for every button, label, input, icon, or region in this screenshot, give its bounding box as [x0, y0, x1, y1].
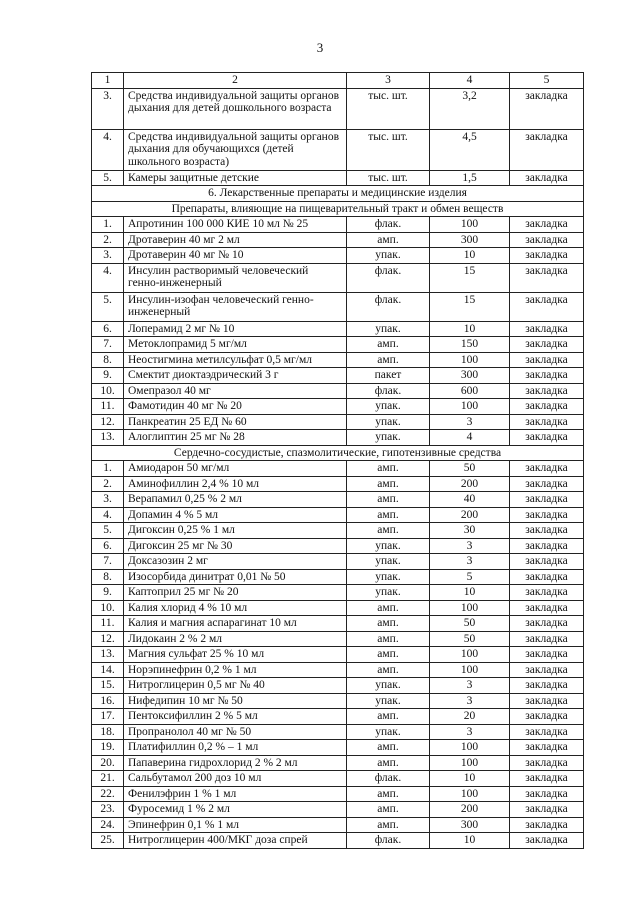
- supplies-table: [91, 72, 584, 849]
- item-name: Инсулин растворимый человеческий генно-инженерный: [124, 263, 347, 292]
- table-row: [92, 88, 584, 129]
- table-row: [92, 399, 584, 415]
- item-remark: закладка: [510, 662, 584, 678]
- item-remark: закладка: [510, 321, 584, 337]
- column-number-4: 4: [430, 73, 510, 89]
- item-quantity: 100: [430, 217, 510, 233]
- row-number: 4.: [92, 263, 124, 292]
- item-name: Аминофиллин 2,4 % 10 мл: [124, 476, 347, 492]
- item-quantity: 100: [430, 399, 510, 415]
- item-remark: закладка: [510, 492, 584, 508]
- item-quantity: 50: [430, 616, 510, 632]
- item-remark: закладка: [510, 771, 584, 787]
- item-quantity: 100: [430, 662, 510, 678]
- item-unit: амп.: [347, 492, 430, 508]
- row-number: 5.: [92, 170, 124, 186]
- item-remark: закладка: [510, 554, 584, 570]
- item-quantity: 10: [430, 248, 510, 264]
- item-name: Камеры защитные детские: [124, 170, 347, 186]
- item-unit: упак.: [347, 538, 430, 554]
- item-unit: амп.: [347, 232, 430, 248]
- table-row: [92, 693, 584, 709]
- item-remark: закладка: [510, 740, 584, 756]
- item-unit: пакет: [347, 368, 430, 384]
- table-row: [92, 170, 584, 186]
- table-row: [92, 631, 584, 647]
- section-title-row: [92, 186, 584, 202]
- item-name: Сальбутамол 200 доз 10 мл: [124, 771, 347, 787]
- table-row: [92, 507, 584, 523]
- item-name: Неостигмина метилсульфат 0,5 мг/мл: [124, 352, 347, 368]
- item-unit: амп.: [347, 616, 430, 632]
- item-name: Лоперамид 2 мг № 10: [124, 321, 347, 337]
- item-name: Магния сульфат 25 % 10 мл: [124, 647, 347, 663]
- table-row: [92, 337, 584, 353]
- row-number: 15.: [92, 678, 124, 694]
- row-number: 3.: [92, 88, 124, 129]
- item-remark: закладка: [510, 170, 584, 186]
- table-row: [92, 817, 584, 833]
- item-quantity: 3: [430, 538, 510, 554]
- item-quantity: 300: [430, 232, 510, 248]
- item-quantity: 10: [430, 585, 510, 601]
- table-row: [92, 263, 584, 292]
- row-number: 5.: [92, 292, 124, 321]
- item-name: Алоглиптин 25 мг № 28: [124, 430, 347, 446]
- row-number: 8.: [92, 352, 124, 368]
- item-unit: амп.: [347, 461, 430, 477]
- item-quantity: 50: [430, 631, 510, 647]
- item-quantity: 300: [430, 368, 510, 384]
- table-row: [92, 585, 584, 601]
- item-unit: амп.: [347, 337, 430, 353]
- item-unit: упак.: [347, 585, 430, 601]
- item-remark: закладка: [510, 755, 584, 771]
- item-name: Платифиллин 0,2 % – 1 мл: [124, 740, 347, 756]
- row-number: 23.: [92, 802, 124, 818]
- item-quantity: 100: [430, 600, 510, 616]
- item-unit: упак.: [347, 678, 430, 694]
- item-quantity: 40: [430, 492, 510, 508]
- row-number: 18.: [92, 724, 124, 740]
- table-row: [92, 476, 584, 492]
- page-number: 3: [316, 40, 324, 55]
- column-number-1: 1: [92, 73, 124, 89]
- item-remark: закладка: [510, 802, 584, 818]
- table-row: [92, 724, 584, 740]
- item-quantity: 10: [430, 771, 510, 787]
- item-quantity: 30: [430, 523, 510, 539]
- item-name: Смектит диоктаэдрический 3 г: [124, 368, 347, 384]
- item-unit: флак.: [347, 833, 430, 849]
- table-row: [92, 755, 584, 771]
- item-unit: упак.: [347, 554, 430, 570]
- table-row: [92, 352, 584, 368]
- row-number: 4.: [92, 129, 124, 170]
- table-row: [92, 833, 584, 849]
- item-name: Пентоксифиллин 2 % 5 мл: [124, 709, 347, 725]
- item-remark: закладка: [510, 263, 584, 292]
- item-remark: закладка: [510, 292, 584, 321]
- table-row: [92, 414, 584, 430]
- row-number: 17.: [92, 709, 124, 725]
- item-name: Дигоксин 0,25 % 1 мл: [124, 523, 347, 539]
- table-row: [92, 492, 584, 508]
- subsection-title-cardio: Сердечно-сосудистые, спазмолитические, гипотензивные средства: [92, 445, 584, 461]
- table-row: [92, 802, 584, 818]
- table-row: [92, 662, 584, 678]
- item-unit: упак.: [347, 724, 430, 740]
- item-quantity: 20: [430, 709, 510, 725]
- table-row: [92, 740, 584, 756]
- item-name: Фуросемид 1 % 2 мл: [124, 802, 347, 818]
- item-remark: закладка: [510, 631, 584, 647]
- item-unit: флак.: [347, 292, 430, 321]
- item-unit: амп.: [347, 817, 430, 833]
- item-remark: закладка: [510, 399, 584, 415]
- table-row: [92, 232, 584, 248]
- table-row: [92, 538, 584, 554]
- row-number: 16.: [92, 693, 124, 709]
- item-unit: упак.: [347, 399, 430, 415]
- row-number: 6.: [92, 538, 124, 554]
- table-row: [92, 461, 584, 477]
- item-quantity: 100: [430, 647, 510, 663]
- row-number: 12.: [92, 414, 124, 430]
- item-name: Фамотидин 40 мг № 20: [124, 399, 347, 415]
- item-remark: закладка: [510, 647, 584, 663]
- item-unit: упак.: [347, 414, 430, 430]
- item-name: Верапамил 0,25 % 2 мл: [124, 492, 347, 508]
- item-remark: закладка: [510, 461, 584, 477]
- item-remark: закладка: [510, 600, 584, 616]
- item-name: Калия хлорид 4 % 10 мл: [124, 600, 347, 616]
- item-quantity: 3: [430, 724, 510, 740]
- item-name: Дротаверин 40 мг 2 мл: [124, 232, 347, 248]
- item-quantity: 15: [430, 292, 510, 321]
- item-remark: закладка: [510, 709, 584, 725]
- item-name: Калия и магния аспарагинат 10 мл: [124, 616, 347, 632]
- row-number: 20.: [92, 755, 124, 771]
- table-row: [92, 292, 584, 321]
- table-row: [92, 248, 584, 264]
- row-number: 4.: [92, 507, 124, 523]
- item-quantity: 15: [430, 263, 510, 292]
- table-row: [92, 129, 584, 170]
- item-quantity: 100: [430, 755, 510, 771]
- table-row: [92, 217, 584, 233]
- row-number: 13.: [92, 430, 124, 446]
- item-name: Апротинин 100 000 КИЕ 10 мл № 25: [124, 217, 347, 233]
- row-number: 3.: [92, 248, 124, 264]
- item-name: Фенилэфрин 1 % 1 мл: [124, 786, 347, 802]
- column-number-5: 5: [510, 73, 584, 89]
- item-remark: закладка: [510, 88, 584, 129]
- item-name: Нифедипин 10 мг № 50: [124, 693, 347, 709]
- table-row: [92, 569, 584, 585]
- item-name: Омепразол 40 мг: [124, 383, 347, 399]
- item-name: Дигоксин 25 мг № 30: [124, 538, 347, 554]
- item-unit: амп.: [347, 631, 430, 647]
- item-remark: закладка: [510, 476, 584, 492]
- row-number: 19.: [92, 740, 124, 756]
- item-quantity: 5: [430, 569, 510, 585]
- item-quantity: 1,5: [430, 170, 510, 186]
- item-quantity: 300: [430, 817, 510, 833]
- item-quantity: 10: [430, 321, 510, 337]
- subsection-title-cardio-row: [92, 445, 584, 461]
- item-remark: закладка: [510, 368, 584, 384]
- item-name: Инсулин-изофан человеческий генно-инженерный: [124, 292, 347, 321]
- item-name: Панкреатин 25 ЕД № 60: [124, 414, 347, 430]
- table-row: [92, 383, 584, 399]
- item-unit: амп.: [347, 647, 430, 663]
- item-unit: тыс. шт.: [347, 170, 430, 186]
- item-unit: упак.: [347, 693, 430, 709]
- item-name: Допамин 4 % 5 мл: [124, 507, 347, 523]
- item-name: Нитроглицерин 0,5 мг № 40: [124, 678, 347, 694]
- row-number: 12.: [92, 631, 124, 647]
- table-row: [92, 321, 584, 337]
- column-number-2: 2: [124, 73, 347, 89]
- subsection-title-digestive: Препараты, влияющие на пищеварительный тракт и обмен веществ: [92, 201, 584, 217]
- item-unit: амп.: [347, 786, 430, 802]
- item-unit: упак.: [347, 248, 430, 264]
- item-name: Норэпинефрин 0,2 % 1 мл: [124, 662, 347, 678]
- row-number: 1.: [92, 217, 124, 233]
- item-name: Доксазозин 2 мг: [124, 554, 347, 570]
- table-row: [92, 430, 584, 446]
- table-body: [92, 73, 584, 849]
- item-remark: закладка: [510, 507, 584, 523]
- item-remark: закладка: [510, 383, 584, 399]
- item-quantity: 3: [430, 554, 510, 570]
- item-quantity: 200: [430, 802, 510, 818]
- item-unit: упак.: [347, 569, 430, 585]
- item-name: Метоклопрамид 5 мг/мл: [124, 337, 347, 353]
- item-remark: закладка: [510, 585, 584, 601]
- item-quantity: 100: [430, 352, 510, 368]
- item-unit: флак.: [347, 771, 430, 787]
- item-name: Папаверина гидрохлорид 2 % 2 мл: [124, 755, 347, 771]
- item-remark: закладка: [510, 833, 584, 849]
- row-number: 6.: [92, 321, 124, 337]
- table-row: [92, 600, 584, 616]
- item-quantity: 600: [430, 383, 510, 399]
- item-name: Каптоприл 25 мг № 20: [124, 585, 347, 601]
- item-unit: амп.: [347, 709, 430, 725]
- item-unit: упак.: [347, 321, 430, 337]
- row-number: 22.: [92, 786, 124, 802]
- table-row: [92, 678, 584, 694]
- row-number: 25.: [92, 833, 124, 849]
- item-remark: закладка: [510, 786, 584, 802]
- item-remark: закладка: [510, 232, 584, 248]
- item-quantity: 100: [430, 786, 510, 802]
- item-remark: закладка: [510, 352, 584, 368]
- table-row: [92, 616, 584, 632]
- table-row: [92, 554, 584, 570]
- row-number: 10.: [92, 383, 124, 399]
- item-unit: тыс. шт.: [347, 129, 430, 170]
- table-row: [92, 786, 584, 802]
- item-unit: тыс. шт.: [347, 88, 430, 129]
- item-unit: амп.: [347, 507, 430, 523]
- item-remark: закладка: [510, 430, 584, 446]
- item-quantity: 3: [430, 678, 510, 694]
- item-quantity: 3: [430, 414, 510, 430]
- item-name: Пропранолол 40 мг № 50: [124, 724, 347, 740]
- item-remark: закладка: [510, 129, 584, 170]
- item-quantity: 150: [430, 337, 510, 353]
- table-row: [92, 771, 584, 787]
- row-number: 3.: [92, 492, 124, 508]
- item-name: Нитроглицерин 400/МКГ доза спрей: [124, 833, 347, 849]
- table-row: [92, 368, 584, 384]
- column-number-3: 3: [347, 73, 430, 89]
- item-unit: амп.: [347, 740, 430, 756]
- row-number: 7.: [92, 554, 124, 570]
- table-row: [92, 709, 584, 725]
- item-remark: закладка: [510, 337, 584, 353]
- row-number: 5.: [92, 523, 124, 539]
- item-unit: амп.: [347, 600, 430, 616]
- item-unit: амп.: [347, 523, 430, 539]
- item-unit: амп.: [347, 755, 430, 771]
- item-remark: закладка: [510, 724, 584, 740]
- row-number: 2.: [92, 476, 124, 492]
- item-unit: флак.: [347, 217, 430, 233]
- item-unit: амп.: [347, 476, 430, 492]
- item-quantity: 3,2: [430, 88, 510, 129]
- table-row: [92, 647, 584, 663]
- item-quantity: 10: [430, 833, 510, 849]
- item-unit: амп.: [347, 802, 430, 818]
- row-number: 8.: [92, 569, 124, 585]
- item-quantity: 200: [430, 507, 510, 523]
- item-unit: флак.: [347, 263, 430, 292]
- row-number: 9.: [92, 368, 124, 384]
- item-remark: закладка: [510, 817, 584, 833]
- item-quantity: 50: [430, 461, 510, 477]
- item-name: Лидокаин 2 % 2 мл: [124, 631, 347, 647]
- item-remark: закладка: [510, 538, 584, 554]
- item-quantity: 3: [430, 693, 510, 709]
- row-number: 1.: [92, 461, 124, 477]
- row-number: 24.: [92, 817, 124, 833]
- item-quantity: 4,5: [430, 129, 510, 170]
- row-number: 11.: [92, 616, 124, 632]
- item-unit: флак.: [347, 383, 430, 399]
- row-number: 11.: [92, 399, 124, 415]
- item-remark: закладка: [510, 693, 584, 709]
- item-unit: упак.: [347, 430, 430, 446]
- row-number: 13.: [92, 647, 124, 663]
- table-row: [92, 523, 584, 539]
- item-unit: амп.: [347, 662, 430, 678]
- row-number: 14.: [92, 662, 124, 678]
- item-name: Эпинефрин 0,1 % 1 мл: [124, 817, 347, 833]
- column-number-row: [92, 73, 584, 89]
- subsection-title-digestive-row: [92, 201, 584, 217]
- item-remark: закладка: [510, 523, 584, 539]
- item-name: Средства индивидуальной защиты органов дыхания для обучающихся (детей школьного возраста): [124, 129, 347, 170]
- item-remark: закладка: [510, 678, 584, 694]
- item-name: Изосорбида динитрат 0,01 № 50: [124, 569, 347, 585]
- item-remark: закладка: [510, 414, 584, 430]
- item-quantity: 100: [430, 740, 510, 756]
- item-quantity: 200: [430, 476, 510, 492]
- item-remark: закладка: [510, 616, 584, 632]
- item-quantity: 4: [430, 430, 510, 446]
- item-name: Средства индивидуальной защиты органов дыхания для детей дошкольного возраста: [124, 88, 347, 129]
- section-title: 6. Лекарственные препараты и медицинские изделия: [92, 186, 584, 202]
- item-unit: амп.: [347, 352, 430, 368]
- item-remark: закладка: [510, 217, 584, 233]
- item-remark: закладка: [510, 248, 584, 264]
- row-number: 7.: [92, 337, 124, 353]
- item-name: Дротаверин 40 мг № 10: [124, 248, 347, 264]
- row-number: 9.: [92, 585, 124, 601]
- item-name: Амиодарон 50 мг/мл: [124, 461, 347, 477]
- item-remark: закладка: [510, 569, 584, 585]
- row-number: 10.: [92, 600, 124, 616]
- row-number: 21.: [92, 771, 124, 787]
- row-number: 2.: [92, 232, 124, 248]
